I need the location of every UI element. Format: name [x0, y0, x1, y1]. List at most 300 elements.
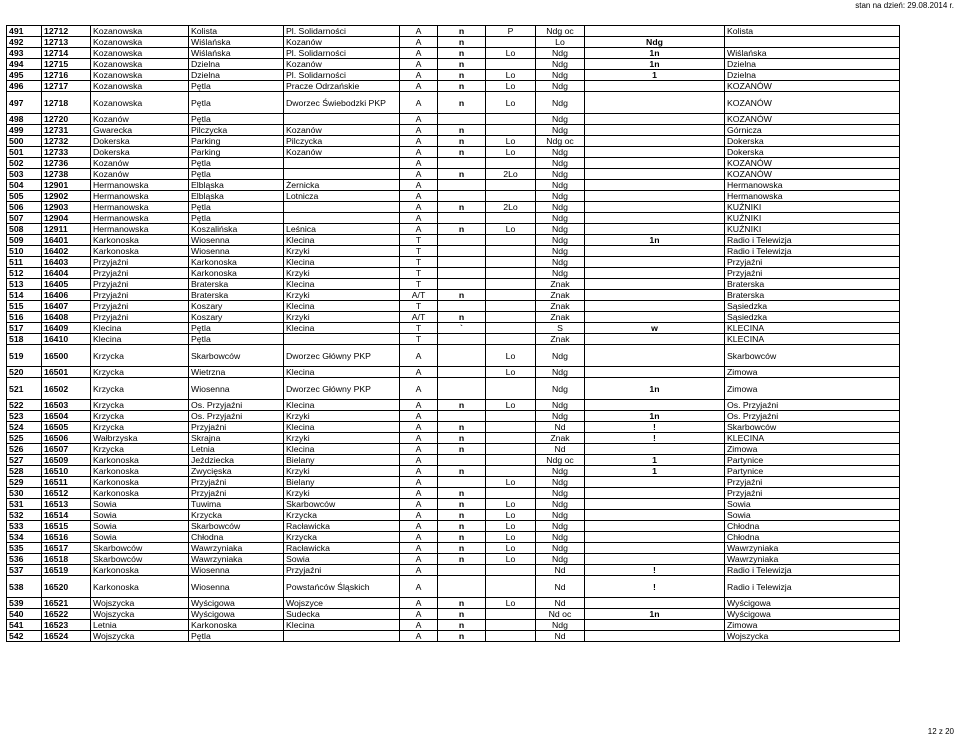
cell-shelter	[486, 290, 536, 301]
cell-stop-code: 16517	[42, 543, 91, 554]
cell-flag-n: n	[438, 532, 486, 543]
cell-extra	[585, 81, 725, 92]
cell-shelter	[486, 268, 536, 279]
table-row	[7, 521, 900, 532]
cell-direction: Klecina	[284, 279, 400, 290]
cell-flag-n	[438, 576, 486, 598]
cell-stop-name: Wojszycka	[725, 631, 900, 642]
cell-shelter: 2Lo	[486, 202, 536, 213]
cell-row-number: 523	[7, 411, 42, 422]
cell-stop-type: A	[400, 213, 438, 224]
table-row	[7, 367, 900, 378]
cell-shelter: Lo	[486, 136, 536, 147]
cell-stop-code: 16518	[42, 554, 91, 565]
cell-flag-n	[438, 180, 486, 191]
cell-street: Hermanowska	[91, 180, 189, 191]
cell-stop-name	[725, 37, 900, 48]
cell-marking: Ndg	[536, 213, 585, 224]
cell-shelter	[486, 246, 536, 257]
cell-stop-type: A	[400, 521, 438, 532]
table-row	[7, 301, 900, 312]
table-row	[7, 334, 900, 345]
cell-extra: 1n	[585, 59, 725, 70]
table-row	[7, 268, 900, 279]
cell-direction: Klecina	[284, 367, 400, 378]
cell-row-number: 536	[7, 554, 42, 565]
cell-flag-n: n	[438, 312, 486, 323]
table-row	[7, 158, 900, 169]
cell-flag-n	[438, 279, 486, 290]
cell-shelter	[486, 158, 536, 169]
cell-direction: Klecina	[284, 444, 400, 455]
cell-street: Karkonoska	[91, 466, 189, 477]
cell-stop-code: 12718	[42, 92, 91, 114]
cell-flag-n: n	[438, 92, 486, 114]
cell-stop-code: 12732	[42, 136, 91, 147]
cell-cross-street: Koszary	[189, 312, 284, 323]
cell-stop-type: A	[400, 576, 438, 598]
cell-stop-type: A	[400, 191, 438, 202]
cell-stop-name: Partynice	[725, 455, 900, 466]
cell-cross-street: Karkonoska	[189, 620, 284, 631]
table-row	[7, 422, 900, 433]
cell-stop-type: A	[400, 37, 438, 48]
cell-stop-type: T	[400, 246, 438, 257]
page-number: 12 z 20	[927, 727, 954, 736]
cell-cross-street: Wiosenna	[189, 246, 284, 257]
cell-stop-type: A	[400, 598, 438, 609]
cell-extra: 1n	[585, 378, 725, 400]
cell-street: Sowia	[91, 532, 189, 543]
cell-stop-code: 16515	[42, 521, 91, 532]
cell-stop-type: A	[400, 444, 438, 455]
cell-extra: 1	[585, 455, 725, 466]
cell-row-number: 519	[7, 345, 42, 367]
cell-extra	[585, 158, 725, 169]
cell-cross-street: Wawrzyniaka	[189, 543, 284, 554]
table-row	[7, 48, 900, 59]
cell-shelter	[486, 312, 536, 323]
table-row	[7, 70, 900, 81]
cell-stop-code: 16520	[42, 576, 91, 598]
cell-stop-type: A	[400, 433, 438, 444]
cell-stop-type: A	[400, 125, 438, 136]
cell-shelter: Lo	[486, 224, 536, 235]
cell-stop-type: A	[400, 59, 438, 70]
cell-stop-name: Skarbowców	[725, 345, 900, 367]
cell-shelter: P	[486, 26, 536, 37]
cell-stop-name: Przyjaźni	[725, 268, 900, 279]
table-row	[7, 224, 900, 235]
cell-marking: Ndg	[536, 191, 585, 202]
cell-stop-code: 16408	[42, 312, 91, 323]
cell-extra	[585, 246, 725, 257]
cell-flag-n	[438, 257, 486, 268]
cell-extra	[585, 477, 725, 488]
cell-marking: Ndg	[536, 554, 585, 565]
cell-direction: Leśnica	[284, 224, 400, 235]
cell-cross-street: Os. Przyjaźni	[189, 400, 284, 411]
cell-direction: Krzycka	[284, 532, 400, 543]
cell-marking: Znak	[536, 290, 585, 301]
cell-row-number: 529	[7, 477, 42, 488]
cell-stop-code: 12901	[42, 180, 91, 191]
cell-stop-name: Hermanowska	[725, 180, 900, 191]
cell-direction: Pracze Odrzańskie	[284, 81, 400, 92]
cell-flag-n	[438, 367, 486, 378]
cell-street: Hermanowska	[91, 224, 189, 235]
cell-cross-street: Pętla	[189, 81, 284, 92]
cell-street: Krzycka	[91, 367, 189, 378]
cell-cross-street: Letnia	[189, 444, 284, 455]
cell-stop-code: 12903	[42, 202, 91, 213]
cell-stop-type: T	[400, 235, 438, 246]
cell-stop-type: T	[400, 279, 438, 290]
cell-stop-type: T	[400, 334, 438, 345]
cell-marking: Ndg	[536, 169, 585, 180]
cell-extra	[585, 620, 725, 631]
cell-marking: Ndg	[536, 620, 585, 631]
cell-street: Krzycka	[91, 411, 189, 422]
cell-marking: S	[536, 323, 585, 334]
cell-marking: Ndg	[536, 224, 585, 235]
cell-stop-name: Dokerska	[725, 136, 900, 147]
table-row	[7, 136, 900, 147]
cell-flag-n	[438, 235, 486, 246]
cell-stop-name: Wyścigowa	[725, 598, 900, 609]
cell-cross-street: Dzielna	[189, 70, 284, 81]
cell-row-number: 531	[7, 499, 42, 510]
cell-stop-name: Chłodna	[725, 532, 900, 543]
cell-stop-code: 12716	[42, 70, 91, 81]
cell-extra: 1	[585, 466, 725, 477]
cell-stop-type: A	[400, 400, 438, 411]
cell-cross-street: Przyjaźni	[189, 422, 284, 433]
cell-shelter: Lo	[486, 70, 536, 81]
table-row	[7, 532, 900, 543]
cell-stop-code: 12902	[42, 191, 91, 202]
cell-stop-code: 16403	[42, 257, 91, 268]
cell-shelter	[486, 576, 536, 598]
cell-cross-street: Pętla	[189, 334, 284, 345]
table-row	[7, 620, 900, 631]
cell-stop-name: Braterska	[725, 279, 900, 290]
cell-shelter: Lo	[486, 554, 536, 565]
cell-stop-type: A/T	[400, 312, 438, 323]
cell-stop-type: T	[400, 268, 438, 279]
table-row	[7, 312, 900, 323]
cell-street: Karkonoska	[91, 477, 189, 488]
cell-row-number: 520	[7, 367, 42, 378]
table-row	[7, 92, 900, 114]
cell-shelter	[486, 422, 536, 433]
cell-stop-name: Górnicza	[725, 125, 900, 136]
cell-extra	[585, 136, 725, 147]
cell-row-number: 498	[7, 114, 42, 125]
table-row	[7, 59, 900, 70]
cell-marking: Ndg	[536, 543, 585, 554]
cell-direction: Klecina	[284, 301, 400, 312]
cell-extra: !	[585, 422, 725, 433]
table-row	[7, 433, 900, 444]
cell-stop-name: Kolista	[725, 26, 900, 37]
cell-flag-n: n	[438, 554, 486, 565]
cell-stop-name: Os. Przyjaźni	[725, 400, 900, 411]
cell-extra	[585, 180, 725, 191]
cell-cross-street: Przyjaźni	[189, 477, 284, 488]
cell-marking: Ndg	[536, 70, 585, 81]
cell-stop-code: 12712	[42, 26, 91, 37]
cell-street: Klecina	[91, 323, 189, 334]
cell-direction: Klecina	[284, 235, 400, 246]
cell-row-number: 499	[7, 125, 42, 136]
table-row	[7, 323, 900, 334]
cell-extra	[585, 224, 725, 235]
table-row	[7, 631, 900, 642]
cell-flag-n: n	[438, 70, 486, 81]
cell-stop-code: 16512	[42, 488, 91, 499]
cell-extra: 1n	[585, 411, 725, 422]
cell-direction: Klecina	[284, 620, 400, 631]
cell-direction: Kozanów	[284, 59, 400, 70]
cell-extra: 1n	[585, 609, 725, 620]
cell-stop-name: Przyjaźni	[725, 477, 900, 488]
cell-row-number: 506	[7, 202, 42, 213]
cell-street: Kozanów	[91, 169, 189, 180]
cell-shelter	[486, 59, 536, 70]
cell-cross-street: Parking	[189, 136, 284, 147]
cell-flag-n	[438, 158, 486, 169]
cell-flag-n: n	[438, 37, 486, 48]
cell-marking: Ndg	[536, 477, 585, 488]
cell-stop-type: A	[400, 554, 438, 565]
cell-stop-type: A	[400, 620, 438, 631]
cell-cross-street: Pętla	[189, 92, 284, 114]
table-row	[7, 125, 900, 136]
cell-direction: Kozanów	[284, 147, 400, 158]
cell-row-number: 537	[7, 565, 42, 576]
cell-shelter	[486, 620, 536, 631]
cell-stop-type: A	[400, 378, 438, 400]
cell-marking: Ndg	[536, 92, 585, 114]
cell-cross-street: Braterska	[189, 290, 284, 301]
cell-marking: Ndg	[536, 411, 585, 422]
cell-cross-street: Chłodna	[189, 532, 284, 543]
cell-stop-name: Chłodna	[725, 521, 900, 532]
cell-flag-n: n	[438, 26, 486, 37]
cell-cross-street: Skarbowców	[189, 345, 284, 367]
cell-shelter: Lo	[486, 367, 536, 378]
cell-shelter: Lo	[486, 521, 536, 532]
cell-marking: Nd	[536, 444, 585, 455]
cell-row-number: 492	[7, 37, 42, 48]
cell-cross-street: Os. Przyjaźni	[189, 411, 284, 422]
cell-direction	[284, 158, 400, 169]
cell-stop-name: Partynice	[725, 466, 900, 477]
cell-street: Wojszycka	[91, 598, 189, 609]
cell-stop-name: KUŹNIKI	[725, 213, 900, 224]
cell-extra	[585, 92, 725, 114]
cell-stop-type: A	[400, 169, 438, 180]
cell-flag-n: n	[438, 147, 486, 158]
cell-street: Sowia	[91, 499, 189, 510]
cell-stop-code: 16500	[42, 345, 91, 367]
cell-extra: 1n	[585, 235, 725, 246]
cell-flag-n: n	[438, 422, 486, 433]
cell-direction: Klecina	[284, 422, 400, 433]
cell-marking: Ndg	[536, 499, 585, 510]
cell-flag-n	[438, 334, 486, 345]
cell-stop-type: A	[400, 422, 438, 433]
cell-extra	[585, 345, 725, 367]
cell-direction: Wojszyce	[284, 598, 400, 609]
cell-cross-street: Elbląska	[189, 180, 284, 191]
cell-row-number: 539	[7, 598, 42, 609]
table-row	[7, 257, 900, 268]
cell-shelter	[486, 323, 536, 334]
cell-extra	[585, 334, 725, 345]
table-row	[7, 26, 900, 37]
cell-shelter	[486, 213, 536, 224]
cell-cross-street: Braterska	[189, 279, 284, 290]
cell-street: Przyjaźni	[91, 279, 189, 290]
table-row	[7, 114, 900, 125]
cell-flag-n: n	[438, 400, 486, 411]
cell-row-number: 516	[7, 312, 42, 323]
cell-cross-street: Pętla	[189, 323, 284, 334]
cell-extra	[585, 202, 725, 213]
cell-marking: Nd	[536, 422, 585, 433]
cell-street: Kozanowska	[91, 48, 189, 59]
cell-stop-type: A	[400, 532, 438, 543]
cell-stop-type: A	[400, 609, 438, 620]
cell-shelter: Lo	[486, 147, 536, 158]
cell-flag-n: n	[438, 48, 486, 59]
cell-stop-code: 16401	[42, 235, 91, 246]
cell-direction: Krzyki	[284, 466, 400, 477]
cell-shelter	[486, 257, 536, 268]
cell-stop-type: A	[400, 367, 438, 378]
cell-stop-name: Wawrzyniaka	[725, 543, 900, 554]
cell-cross-street: Jeździecka	[189, 455, 284, 466]
cell-direction: Bielany	[284, 455, 400, 466]
cell-street: Kozanowska	[91, 70, 189, 81]
cell-direction: Klecina	[284, 400, 400, 411]
cell-row-number: 518	[7, 334, 42, 345]
cell-cross-street: Wyścigowa	[189, 609, 284, 620]
cell-direction: Sudecka	[284, 609, 400, 620]
cell-cross-street: Kolista	[189, 26, 284, 37]
cell-street: Dokerska	[91, 147, 189, 158]
cell-row-number: 495	[7, 70, 42, 81]
cell-marking: Ndg	[536, 81, 585, 92]
cell-street: Hermanowska	[91, 202, 189, 213]
cell-street: Przyjaźni	[91, 290, 189, 301]
cell-shelter	[486, 631, 536, 642]
cell-flag-n: n	[438, 81, 486, 92]
cell-stop-code: 16509	[42, 455, 91, 466]
cell-extra	[585, 26, 725, 37]
cell-stop-code: 16524	[42, 631, 91, 642]
cell-stop-code: 16402	[42, 246, 91, 257]
cell-street: Karkonoska	[91, 235, 189, 246]
cell-stop-name: KLECINA	[725, 323, 900, 334]
cell-row-number: 503	[7, 169, 42, 180]
cell-row-number: 493	[7, 48, 42, 59]
cell-street: Przyjaźni	[91, 268, 189, 279]
cell-row-number: 500	[7, 136, 42, 147]
cell-shelter: Lo	[486, 477, 536, 488]
cell-stop-type: A	[400, 466, 438, 477]
cell-street: Wojszycka	[91, 631, 189, 642]
cell-shelter	[486, 609, 536, 620]
table-row	[7, 598, 900, 609]
cell-extra	[585, 598, 725, 609]
cell-shelter: Lo	[486, 598, 536, 609]
cell-stop-code: 12714	[42, 48, 91, 59]
cell-stop-code: 16523	[42, 620, 91, 631]
cell-flag-n: n	[438, 224, 486, 235]
cell-cross-street: Dzielna	[189, 59, 284, 70]
cell-stop-name: Dzielna	[725, 59, 900, 70]
cell-street: Skarbowców	[91, 554, 189, 565]
cell-stop-type: T	[400, 257, 438, 268]
cell-flag-n	[438, 455, 486, 466]
cell-stop-code: 16514	[42, 510, 91, 521]
cell-extra: 1	[585, 70, 725, 81]
cell-extra	[585, 290, 725, 301]
cell-direction: Krzyki	[284, 290, 400, 301]
cell-stop-name: Sąsiedzka	[725, 301, 900, 312]
cell-extra	[585, 510, 725, 521]
cell-stop-code: 12904	[42, 213, 91, 224]
cell-row-number: 505	[7, 191, 42, 202]
cell-extra	[585, 499, 725, 510]
cell-flag-n	[438, 301, 486, 312]
cell-street: Wałbrzyska	[91, 433, 189, 444]
cell-row-number: 535	[7, 543, 42, 554]
cell-street: Hermanowska	[91, 191, 189, 202]
cell-row-number: 526	[7, 444, 42, 455]
cell-row-number: 542	[7, 631, 42, 642]
cell-shelter	[486, 191, 536, 202]
cell-street: Kozanów	[91, 114, 189, 125]
cell-row-number: 515	[7, 301, 42, 312]
cell-shelter	[486, 301, 536, 312]
cell-row-number: 513	[7, 279, 42, 290]
cell-direction: Klecina	[284, 323, 400, 334]
cell-stop-name: Zimowa	[725, 367, 900, 378]
cell-cross-street: Skrajna	[189, 433, 284, 444]
cell-cross-street: Pilczycka	[189, 125, 284, 136]
cell-flag-n	[438, 114, 486, 125]
table-row	[7, 345, 900, 367]
cell-stop-type: A	[400, 565, 438, 576]
cell-stop-code: 16404	[42, 268, 91, 279]
cell-stop-code: 16501	[42, 367, 91, 378]
cell-marking: Znak	[536, 433, 585, 444]
cell-direction: Dworzec Główny PKP	[284, 378, 400, 400]
cell-stop-name: Sąsiedzka	[725, 312, 900, 323]
cell-flag-n	[438, 345, 486, 367]
cell-extra: Ndg	[585, 37, 725, 48]
table-row	[7, 246, 900, 257]
table-row	[7, 488, 900, 499]
table-row	[7, 455, 900, 466]
cell-row-number: 509	[7, 235, 42, 246]
cell-stop-code: 12731	[42, 125, 91, 136]
cell-flag-n	[438, 191, 486, 202]
